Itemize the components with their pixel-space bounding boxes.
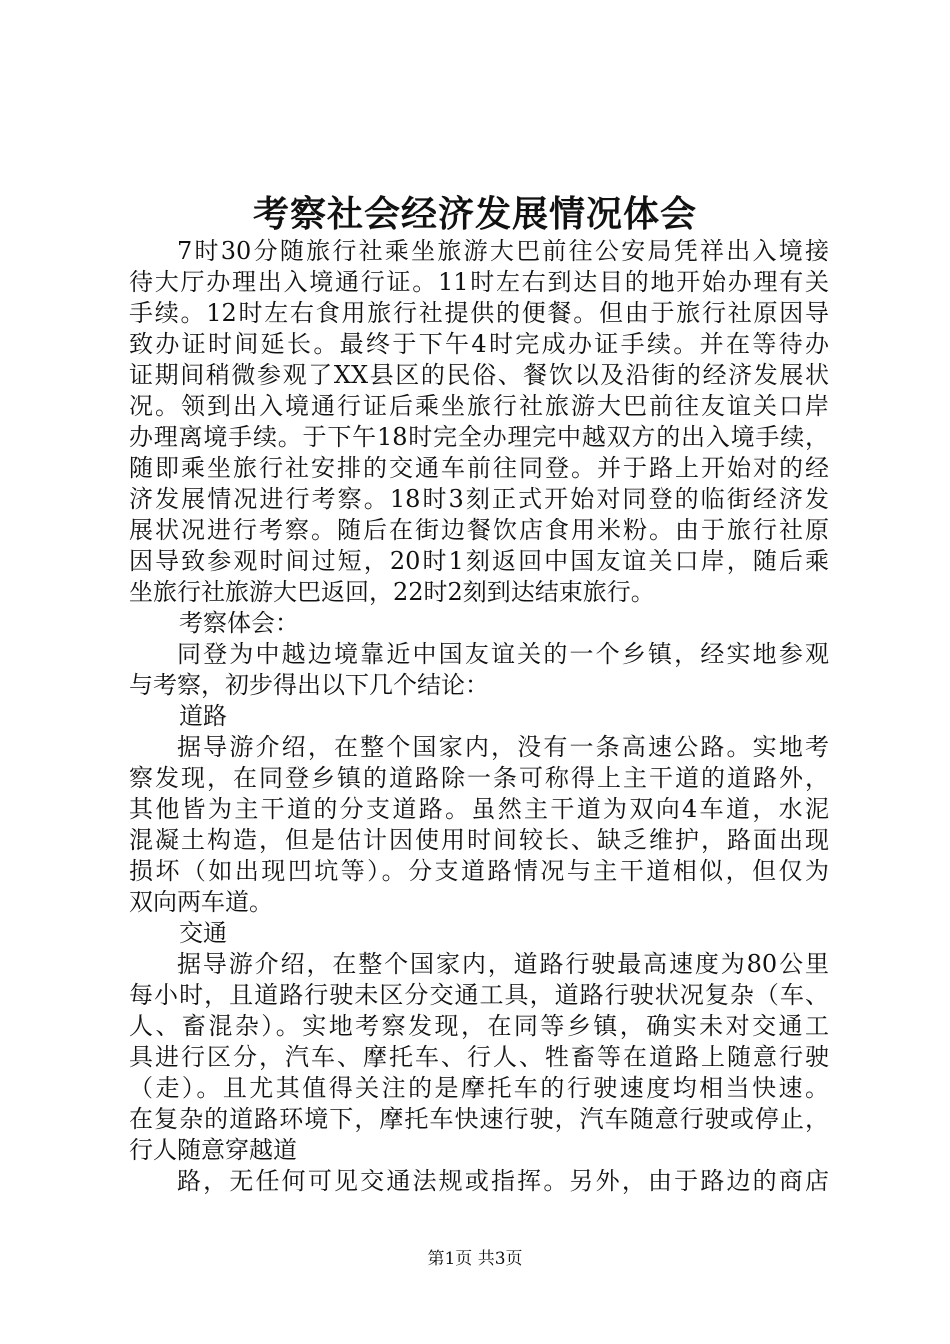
body-line: 况。领到出入境通行证后乘坐旅行社旅游大巴前往友谊关口岸 (129, 392, 829, 420)
body-line: 人、畜混杂）。实地考察发现，在同等乡镇，确实未对交通工 (129, 1012, 829, 1040)
document-title: 考察社会经济发展情况体会 (252, 193, 697, 235)
body-line: 其他皆为主干道的分支道路。虽然主干道为双向4车道，水泥 (129, 795, 829, 823)
body-line: 双向两车道。 (129, 888, 273, 916)
section-heading: 交通 (179, 919, 227, 947)
body-line: 手续。12时左右食用旅行社提供的便餐。但由于旅行社原因导 (129, 299, 829, 327)
body-line: 据导游介绍，在整个国家内，没有一条高速公路。实地考 (177, 733, 829, 761)
body-line: 坐旅行社旅游大巴返回，22时2刻到达结束旅行。 (129, 578, 655, 606)
body-line: 展状况进行考察。随后在街边餐饮店食用米粉。由于旅行社原 (129, 516, 829, 544)
body-line: 察发现，在同登乡镇的道路除一条可称得上主干道的道路外， (129, 764, 829, 792)
body-line: 随即乘坐旅行社安排的交通车前往同登。并于路上开始对的经 (129, 454, 829, 482)
body-line: 济发展情况进行考察。18时3刻正式开始对同登的临街经济发 (129, 485, 829, 513)
body-line: 在复杂的道路环境下，摩托车快速行驶，汽车随意行驶或停止， (129, 1105, 829, 1133)
body-line: 混凝土构造，但是估计因使用时间较长、缺乏维护，路面出现 (129, 826, 829, 854)
body-line: 证期间稍微参观了XX县区的民俗、餐饮以及沿街的经济发展状 (129, 361, 829, 389)
section-heading: 道路 (179, 702, 227, 730)
section-heading: 考察体会： (179, 609, 299, 637)
body-line: 因导致参观时间过短，20时1刻返回中国友谊关口岸，随后乘 (129, 547, 829, 575)
body-line: 办理离境手续。于下午18时完全办理完中越双方的出入境手续， (129, 423, 829, 451)
body-line: 与考察，初步得出以下几个结论： (129, 671, 489, 699)
body-line: （走）。且尤其值得关注的是摩托车的行驶速度均相当快速。 (129, 1074, 829, 1102)
body-line: 损坏（如出现凹坑等）。分支道路情况与主干道相似，但仅为 (129, 857, 829, 885)
body-line: 7时30分随旅行社乘坐旅游大巴前往公安局凭祥出入境接 (177, 237, 829, 265)
body-line: 具进行区分，汽车、摩托车、行人、牲畜等在道路上随意行驶 (129, 1043, 829, 1071)
body-line: 每小时，且道路行驶未区分交通工具，道路行驶状况复杂（车、 (129, 981, 829, 1009)
page-number-footer: 第1页 共3页 (427, 1249, 523, 1269)
document-body (129, 236, 829, 1197)
body-line: 待大厅办理出入境通行证。11时左右到达目的地开始办理有关 (129, 268, 829, 296)
body-line: 行人随意穿越道 (129, 1136, 297, 1164)
body-line: 路，无任何可见交通法规或指挥。另外，由于路边的商店 (177, 1167, 829, 1195)
body-line: 致办证时间延长。最终于下午4时完成办证手续。并在等待办 (129, 330, 829, 358)
body-line: 同登为中越边境靠近中国友谊关的一个乡镇，经实地参观 (177, 640, 829, 668)
body-line: 据导游介绍，在整个国家内，道路行驶最高速度为80公里 (177, 950, 829, 978)
